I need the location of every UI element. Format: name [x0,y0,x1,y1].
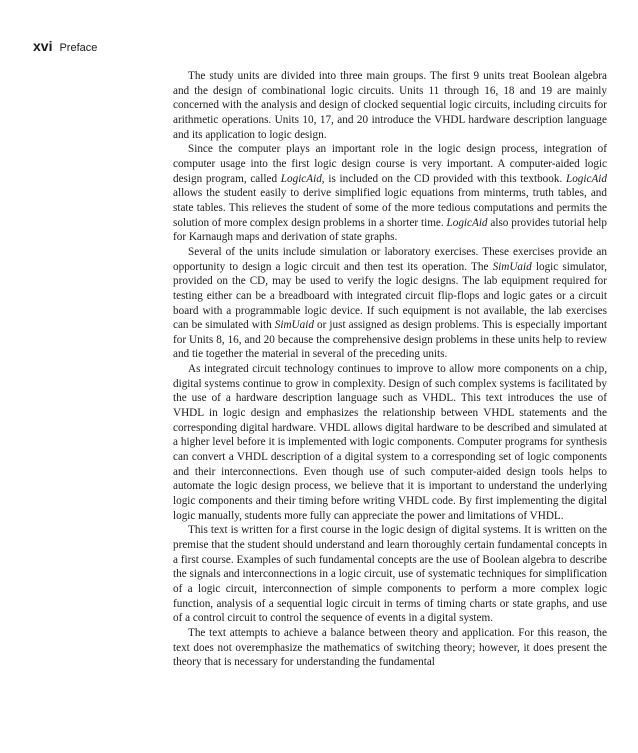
page-number: xvi [33,38,53,54]
running-head [33,38,97,54]
text-run: The study units are divided into three main groups. The first 9 units treat Boolean algebra and the design of combinational logic circuits. Units 11 through 16, 18 and 19 are mainly concerned with the analysis and design of clocked sequential logic circuits, including circuits for arithmetic operations. Units 10, 17, and 20 introduce the VHDL hardware description language and its application to logic design. [173,70,607,141]
italic-term: LogicAid, [280,172,325,185]
paragraph [173,523,607,626]
paragraph [173,362,607,523]
text-run: allows the student easily to derive simplified logic equations from minterms, truth tables, and state tables. This relieves the student of some of the more tedious computations and permits the solution of more complex design problems in a shorter time. [173,187,607,229]
text-run: The text attempts to achieve a balance between theory and application. For this reason, the text does not overemphasize the mathematics of switching theory; however, it does present the theory that is necessary for understanding the fundamental [173,626,607,669]
italic-term: LogicAid [446,216,488,229]
section-title: Preface [59,42,98,54]
text-run: also provides tutorial help for Karnaugh maps and derivation of state graphs. [173,216,607,244]
italic-term: SimUaid [492,260,532,273]
text-run: logic simulator, provided on the CD, may be used to verify the logic designs. The lab equipment required for testing either can be a breadboard with integrated circuit flip-flops and logic gates or a circuit board with a programmable logic device. If such equipment is not available, the lab exercises can be simulated with [173,260,607,332]
paragraph [173,142,607,245]
text-run: Several of the units include simulation or laboratory exercises. These exercises provide an opportunity to design a logic circuit and then test its operation. The [173,245,607,273]
body-text [173,69,607,670]
paragraph [173,626,607,670]
text-run: This text is written for a first course in the logic design of digital systems. It is written on the premise that the student should understand and learn thoroughly certain fundamental concepts in a first course. Examples of such fundamental concepts are the use of Boolean algebra to describe the signals and interconnections in a logic circuit, use of systematic techniques for simplification of a logic circuit, interconnection of simple components to perform a more complex logic function, analysis of a sequential logic circuit in terms of timing charts or state graphs, and use of a control circuit to control the sequence of events in a digital system. [173,524,607,625]
text-run: or just assigned as design problems. This is especially important for Units 8, 16, and 20 because the comprehensive design problems in these units help to review and tie together the material in several of the preceding units. [173,319,607,361]
italic-term: SimUaid [274,319,314,332]
paragraph [173,245,607,362]
text-run: is included on the CD provided with this textbook. [324,172,566,185]
text-run: As integrated circuit technology continues to improve to allow more components on a chip, digital systems continue to grow in complexity. Design of such complex systems is facilitated by the use of a hardware description language such as VHDL. This text introduces the use of VHDL in logic design and emphasizes the relationship between VHDL statements and the corresponding digital hardware. VHDL allows digital hardware to be described and simulated at a higher level before it is implemented with logic components. Computer programs for synthesis can convert a VHDL description of a digital system to a corresponding set of logic components and their interconnections. Even though use of such computer-aided design tools helps to automate the logic design process, we believe that it is important to understand the underlying logic components and their timing before writing VHDL code. By first implementing the digital logic manually, students more fully can appreciate the power and limitations of VHDL. [173,363,607,522]
italic-term: LogicAid [565,172,607,185]
text-run: Since the computer plays an important role in the logic design process, integration of computer usage into the first logic design course is very important. A computer-aided logic design program, called [173,143,607,185]
paragraph [173,69,607,142]
